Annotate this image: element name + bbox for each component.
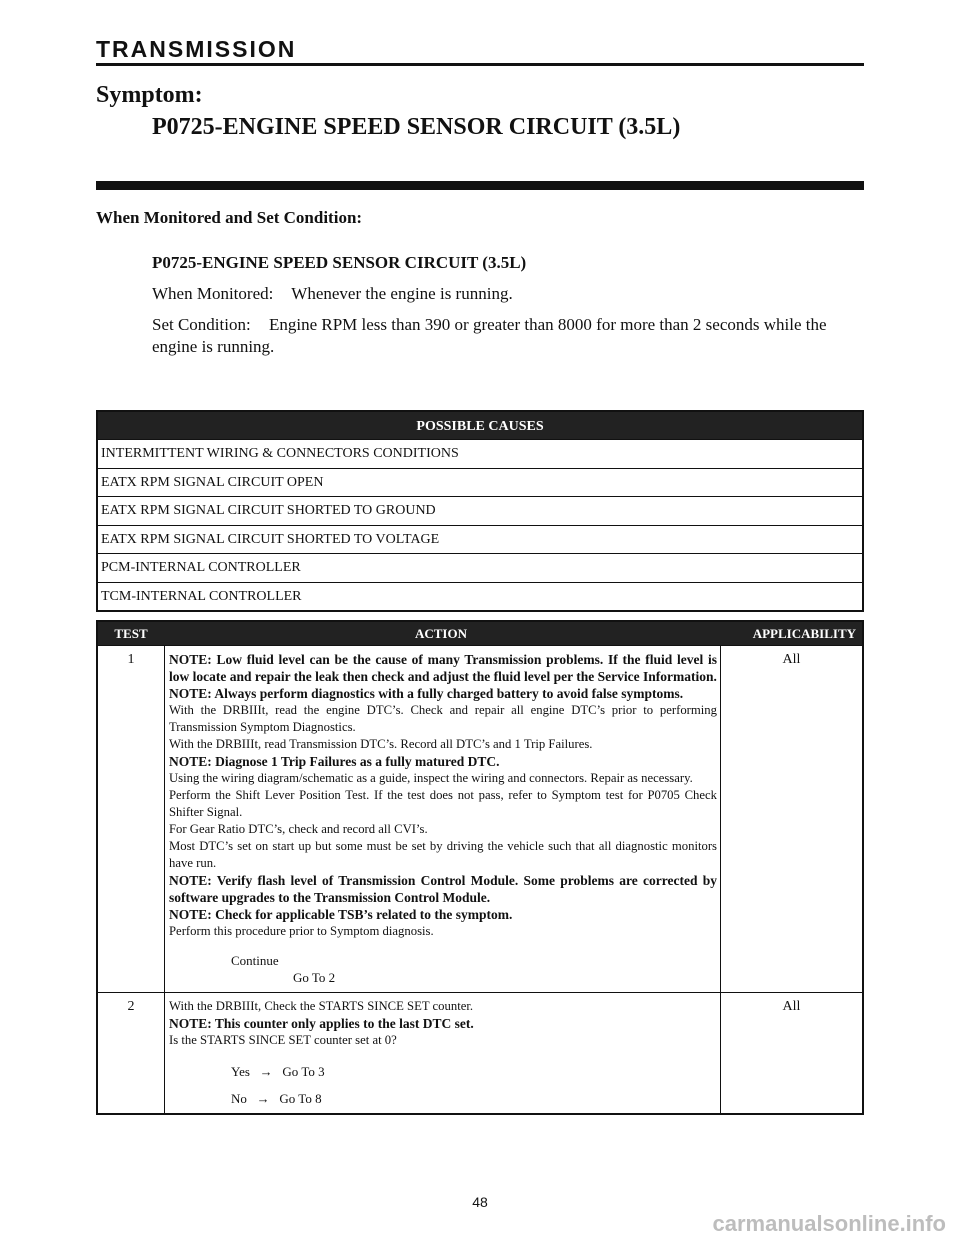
symptom-code: P0725-ENGINE SPEED SENSOR CIRCUIT (3.5L) bbox=[152, 114, 681, 140]
continue-block bbox=[169, 952, 717, 986]
note-line: NOTE: This counter only applies to the last DTC set. bbox=[169, 1016, 474, 1031]
no-label: No bbox=[231, 1091, 247, 1106]
note-line: NOTE: Diagnose 1 Trip Failures as a fully matured DTC. bbox=[169, 754, 500, 769]
monitored-row bbox=[152, 283, 864, 305]
cause-item: PCM-INTERNAL CONTROLLER bbox=[98, 553, 862, 582]
arrow-right-icon: → bbox=[256, 1091, 270, 1106]
test-row-2 bbox=[98, 992, 862, 1113]
test-applicability: All bbox=[782, 652, 801, 667]
monitored-text: Whenever the engine is running. bbox=[291, 284, 513, 303]
test-row-1 bbox=[98, 645, 862, 992]
no-goto: Go To 8 bbox=[279, 1091, 322, 1106]
instruction-line: Is the STARTS SINCE SET counter set at 0? bbox=[169, 1033, 397, 1047]
watermark: carmanualsonline.info bbox=[712, 1211, 946, 1236]
cause-item: EATX RPM SIGNAL CIRCUIT SHORTED TO GROUND bbox=[98, 496, 862, 525]
yes-label: Yes bbox=[231, 1064, 250, 1079]
possible-causes-table bbox=[96, 410, 864, 612]
note-line: NOTE: Always perform diagnostics with a fully charged battery to avoid false symptoms. bbox=[169, 686, 684, 701]
action-lines bbox=[169, 651, 717, 940]
col-action: ACTION bbox=[414, 626, 467, 641]
test-number: 2 bbox=[98, 993, 165, 1113]
cause-item: EATX RPM SIGNAL CIRCUIT SHORTED TO VOLTAGE bbox=[98, 525, 862, 554]
instruction-line: Perform this procedure prior to Symptom diagnosis. bbox=[169, 924, 434, 938]
test-action bbox=[165, 646, 721, 992]
continue-goto: Go To 2 bbox=[293, 970, 336, 985]
cause-item: TCM-INTERNAL CONTROLLER bbox=[98, 582, 862, 611]
note-line: NOTE: Verify flash level of Transmission Control Module. Some problems are corrected by software upgrades to the Transmission Control Module. bbox=[169, 873, 717, 905]
note-line: NOTE: Low fluid level can be the cause of many Transmission problems. If the fluid level is low locate and repair the leak then check and adjust the fluid level per the Service Information. bbox=[169, 652, 717, 684]
test-number: 1 bbox=[98, 646, 165, 992]
when-monitored-heading: When Monitored and Set Condition: bbox=[96, 208, 363, 227]
page-number: 48 bbox=[472, 1194, 488, 1210]
col-test: TEST bbox=[114, 626, 148, 641]
set-condition-text: Engine RPM less than 390 or greater than 8000 for more than 2 seconds while the engine is running. bbox=[152, 315, 827, 356]
title-rule bbox=[96, 63, 864, 66]
instruction-line: With the DRBIIIt, Check the STARTS SINCE SET counter. bbox=[169, 999, 474, 1013]
test-applicability: All bbox=[782, 999, 801, 1014]
instruction-line: Perform the Shift Lever Position Test. If the test does not pass, refer to Symptom test for P0705 Check Shifter Signal. bbox=[169, 788, 717, 819]
instruction-line: With the DRBIIIt, read the engine DTC’s. Check and repair all engine DTC’s prior to performing Transmission Symptom Diagnostics. bbox=[169, 703, 717, 734]
yes-branch bbox=[169, 1063, 717, 1080]
instruction-line: Using the wiring diagram/schematic as a guide, inspect the wiring and connectors. Repair as necessary. bbox=[169, 771, 693, 785]
divider-bar bbox=[96, 181, 864, 190]
instruction-line: Most DTC’s set on start up but some must be set by driving the vehicle such that all diagnostic monitors have run. bbox=[169, 839, 717, 870]
instruction-line: With the DRBIIIt, read Transmission DTC’s. Record all DTC’s and 1 Trip Failures. bbox=[169, 737, 593, 751]
continue-label: Continue bbox=[231, 953, 279, 968]
monitored-label: When Monitored: bbox=[152, 284, 274, 303]
set-condition-row bbox=[152, 314, 864, 358]
arrow-right-icon: → bbox=[259, 1064, 273, 1079]
cause-item: INTERMITTENT WIRING & CONNECTORS CONDITIONS bbox=[98, 439, 862, 468]
no-branch bbox=[169, 1090, 717, 1107]
symptom-label: Symptom: bbox=[96, 82, 203, 108]
test-action bbox=[165, 993, 721, 1113]
possible-causes-header: POSSIBLE CAUSES bbox=[98, 412, 862, 439]
set-condition-label: Set Condition: bbox=[152, 315, 251, 334]
test-table-header bbox=[98, 622, 862, 645]
yes-goto: Go To 3 bbox=[282, 1064, 325, 1079]
col-applicability: APPLICABILITY bbox=[752, 626, 856, 641]
cause-item: EATX RPM SIGNAL CIRCUIT OPEN bbox=[98, 468, 862, 497]
test-table bbox=[96, 620, 864, 1115]
action-lines bbox=[169, 998, 717, 1049]
instruction-line: For Gear Ratio DTC’s, check and record all CVI’s. bbox=[169, 822, 428, 836]
note-line: NOTE: Check for applicable TSB’s related to the symptom. bbox=[169, 907, 513, 922]
when-monitored-block bbox=[152, 252, 864, 367]
section-title: TRANSMISSION bbox=[96, 36, 297, 62]
monitored-code: P0725-ENGINE SPEED SENSOR CIRCUIT (3.5L) bbox=[152, 253, 527, 272]
